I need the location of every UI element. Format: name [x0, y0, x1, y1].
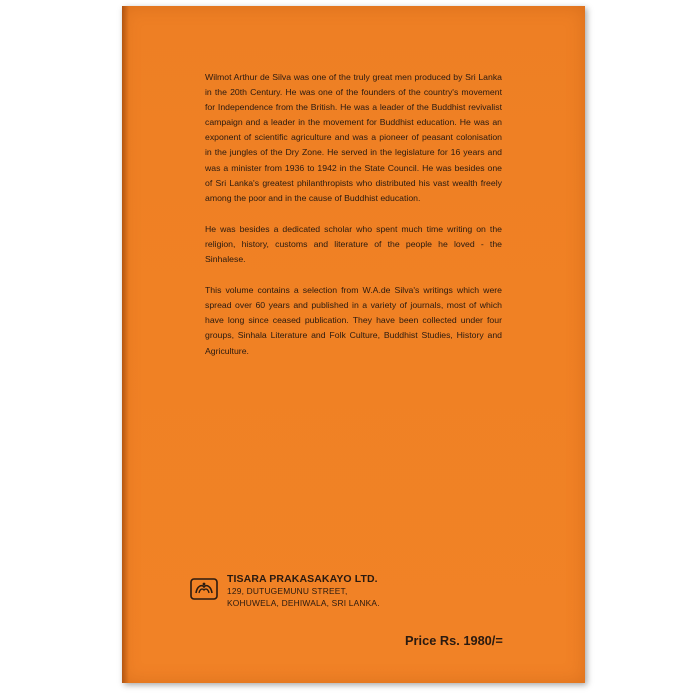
blurb-paragraph-2: He was besides a dedicated scholar who spent much time writing on the religion, history, customs and literature of the people he loved - the Sinhalese.: [205, 223, 502, 265]
publisher-text: [227, 573, 380, 609]
publisher-address-line-2: KOHUWELA, DEHIWALA, SRI LANKA.: [227, 597, 380, 608]
publisher-name: TISARA PRAKASAKAYO LTD.: [227, 573, 378, 585]
book-back-cover: [122, 6, 585, 683]
cover-blurb: [205, 70, 502, 375]
blurb-paragraph-3: This volume contains a selection from W.A.de Silva's writings which were spread over 60 years and published in a variety of journals, most of which have long since ceased publication. They have been collected under four groups, Sinhala Literature and Folk Culture, Buddhist Studies, History and Agriculture.: [205, 285, 502, 356]
publisher-logo-icon: [190, 578, 218, 600]
spine-shadow: [122, 6, 129, 683]
blurb-paragraph-1: Wilmot Arthur de Silva was one of the truly great men produced by Sri Lanka in the 20th Century. He was one of the founders of the country's movement for Independence from the British. He was a leader of the Buddhist revivalist campaign and a leader in the movement for Buddhist education. He was an exponent of scientific agriculture and was a pioneer of peasant colonisation in the jungles of the Dry Zone. He served in the legislature for 16 years and was a minister from 1936 to 1942 in the State Council. He was besides one of Sri Lanka's greatest philanthropists who distributed his vast wealth freely among the poor and in the cause of Buddhist education.: [205, 72, 502, 203]
price-label: Price Rs. 1980/=: [405, 633, 503, 648]
publisher-address-line-1: 129, DUTUGEMUNU STREET,: [227, 586, 348, 596]
publisher-block: [190, 573, 380, 609]
